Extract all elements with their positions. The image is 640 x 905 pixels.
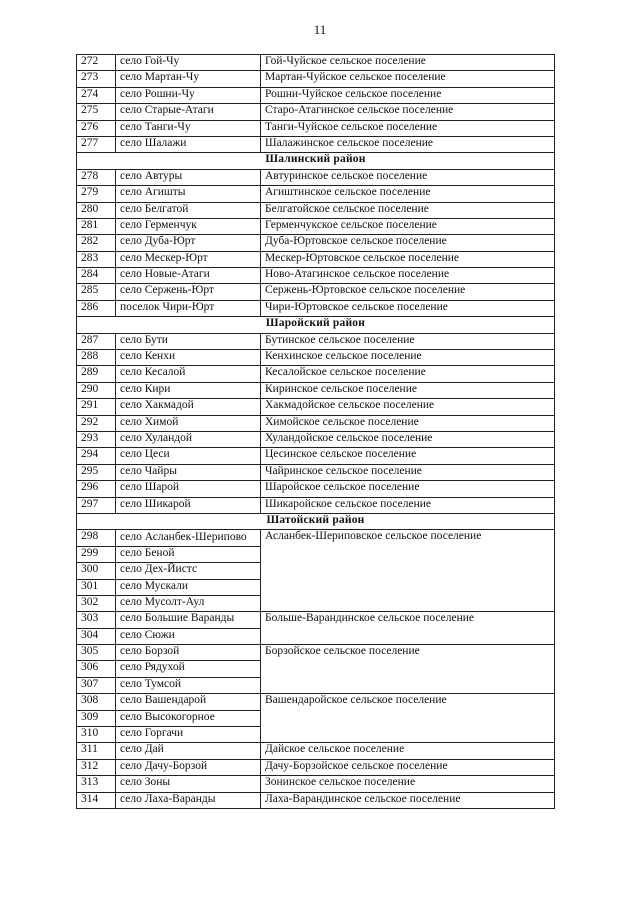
row-number: 280 [77, 202, 116, 218]
settlement-name: село Борзой [116, 645, 261, 661]
row-number: 308 [77, 694, 116, 710]
table-row [77, 431, 555, 447]
table-row [77, 284, 555, 300]
settlement-name: поселок Чири-Юрт [116, 300, 261, 316]
settlement-name: село Герменчук [116, 218, 261, 234]
row-number: 305 [77, 645, 116, 661]
row-number: 279 [77, 186, 116, 202]
table-row [77, 251, 555, 267]
table-row [77, 202, 555, 218]
row-number: 285 [77, 284, 116, 300]
row-number: 313 [77, 776, 116, 792]
municipality-name: Хакмадойское сельское поселение [261, 399, 555, 415]
table-row [77, 612, 555, 628]
row-number: 301 [77, 579, 116, 595]
row-number: 299 [77, 546, 116, 562]
settlement-name: село Горгачи [116, 727, 261, 743]
district-header-row [77, 317, 555, 333]
row-number: 275 [77, 104, 116, 120]
table-row [77, 399, 555, 415]
settlement-name: село Автуры [116, 169, 261, 185]
settlements-table [76, 54, 555, 809]
row-number: 276 [77, 120, 116, 136]
page-number: 11 [313, 22, 327, 37]
settlement-name: село Мусолт-Аул [116, 595, 261, 611]
municipality-name: Шалажинское сельское поселение [261, 136, 555, 152]
settlement-name: село Бути [116, 333, 261, 349]
table-row [77, 481, 555, 497]
table-row [77, 694, 555, 710]
row-number: 283 [77, 251, 116, 267]
row-number: 292 [77, 415, 116, 431]
settlement-name: село Шалажи [116, 136, 261, 152]
municipality-name: Бутинское сельское поселение [261, 333, 555, 349]
table-row [77, 448, 555, 464]
table-row [77, 415, 555, 431]
settlement-name: село Кесалой [116, 366, 261, 382]
settlement-name: село Шарой [116, 481, 261, 497]
district-title: Шаройский район [77, 317, 555, 333]
settlement-name: село Кири [116, 382, 261, 398]
table-row [77, 300, 555, 316]
table-row [77, 759, 555, 775]
settlement-name: село Асланбек-Шерипово [116, 530, 261, 546]
district-header-row [77, 513, 555, 529]
row-number: 278 [77, 169, 116, 185]
municipality-name: Кенхинское сельское поселение [261, 350, 555, 366]
municipality-name: Асланбек-Шериповское сельское поселение [261, 530, 555, 612]
row-number: 286 [77, 300, 116, 316]
municipality-name: Сержень-Юртовское сельское поселение [261, 284, 555, 300]
row-number: 307 [77, 677, 116, 693]
municipality-name: Мартан-Чуйское сельское поселение [261, 71, 555, 87]
row-number: 287 [77, 333, 116, 349]
table-row [77, 120, 555, 136]
municipality-name: Белгатойское сельское поселение [261, 202, 555, 218]
table-row [77, 776, 555, 792]
settlement-name: село Мескер-Юрт [116, 251, 261, 267]
municipality-name: Вашендаройское сельское поселение [261, 694, 555, 743]
municipality-name: Старо-Атагинское сельское поселение [261, 104, 555, 120]
municipality-name: Лаха-Варандинское сельское поселение [261, 792, 555, 808]
district-header-row [77, 153, 555, 169]
table-row [77, 218, 555, 234]
settlement-name: село Белгатой [116, 202, 261, 218]
table-row [77, 530, 555, 546]
row-number: 273 [77, 71, 116, 87]
settlement-name: село Рядухой [116, 661, 261, 677]
table-row [77, 497, 555, 513]
settlement-name: село Цеси [116, 448, 261, 464]
settlement-name: село Хакмадой [116, 399, 261, 415]
municipality-name: Агиштинское сельское поселение [261, 186, 555, 202]
row-number: 306 [77, 661, 116, 677]
table-row [77, 55, 555, 71]
settlement-name: село Большие Варанды [116, 612, 261, 628]
row-number: 314 [77, 792, 116, 808]
settlement-name: село Старые-Атаги [116, 104, 261, 120]
table-row [77, 268, 555, 284]
settlement-name: село Танги-Чу [116, 120, 261, 136]
table-row [77, 464, 555, 480]
row-number: 277 [77, 136, 116, 152]
settlement-name: село Лаха-Варанды [116, 792, 261, 808]
row-number: 312 [77, 759, 116, 775]
row-number: 302 [77, 595, 116, 611]
row-number: 281 [77, 218, 116, 234]
table-row [77, 333, 555, 349]
table-row [77, 169, 555, 185]
municipality-name: Автуринское сельское поселение [261, 169, 555, 185]
row-number: 300 [77, 563, 116, 579]
municipality-name: Мескер-Юртовское сельское поселение [261, 251, 555, 267]
row-number: 272 [77, 55, 116, 71]
settlement-name: село Чайры [116, 464, 261, 480]
table-row [77, 645, 555, 661]
settlement-name: село Хуландой [116, 431, 261, 447]
settlement-name: село Мускали [116, 579, 261, 595]
settlement-name: село Шикарой [116, 497, 261, 513]
row-number: 290 [77, 382, 116, 398]
row-number: 303 [77, 612, 116, 628]
municipality-name: Кесалойское сельское поселение [261, 366, 555, 382]
settlement-name: село Химой [116, 415, 261, 431]
row-number: 311 [77, 743, 116, 759]
settlement-name: село Гой-Чу [116, 55, 261, 71]
row-number: 295 [77, 464, 116, 480]
row-number: 284 [77, 268, 116, 284]
municipality-name: Гой-Чуйское сельское поселение [261, 55, 555, 71]
settlement-name: село Вашендарой [116, 694, 261, 710]
settlement-name: село Дуба-Юрт [116, 235, 261, 251]
table-row [77, 743, 555, 759]
municipality-name: Больше-Варандинское сельское поселение [261, 612, 555, 645]
settlement-name: село Агишты [116, 186, 261, 202]
row-number: 296 [77, 481, 116, 497]
table-row [77, 235, 555, 251]
settlement-name: село Беной [116, 546, 261, 562]
municipality-name: Дайское сельское поселение [261, 743, 555, 759]
table-row [77, 366, 555, 382]
district-title: Шалинский район [77, 153, 555, 169]
table-row [77, 382, 555, 398]
table-row [77, 87, 555, 103]
municipality-name: Дачу-Борзойское сельское поселение [261, 759, 555, 775]
row-number: 274 [77, 87, 116, 103]
row-number: 288 [77, 350, 116, 366]
row-number: 294 [77, 448, 116, 464]
settlement-name: село Сержень-Юрт [116, 284, 261, 300]
municipality-name: Хуландойское сельское поселение [261, 431, 555, 447]
row-number: 309 [77, 710, 116, 726]
settlement-name: село Дай [116, 743, 261, 759]
settlement-name: село Кенхи [116, 350, 261, 366]
municipality-name: Дуба-Юртовское сельское поселение [261, 235, 555, 251]
municipality-name: Шаройское сельское поселение [261, 481, 555, 497]
settlement-name: село Дех-Йистс [116, 563, 261, 579]
table-row [77, 350, 555, 366]
settlement-name: село Зоны [116, 776, 261, 792]
row-number: 304 [77, 628, 116, 644]
municipality-name: Чайринское сельское поселение [261, 464, 555, 480]
table-row [77, 186, 555, 202]
settlement-name: село Рошни-Чу [116, 87, 261, 103]
settlement-name: село Тумсой [116, 677, 261, 693]
row-number: 289 [77, 366, 116, 382]
municipality-name: Танги-Чуйское сельское поселение [261, 120, 555, 136]
table-row [77, 104, 555, 120]
row-number: 298 [77, 530, 116, 546]
municipality-name: Зонинское сельское поселение [261, 776, 555, 792]
municipality-name: Киринское сельское поселение [261, 382, 555, 398]
settlement-name: село Мартан-Чу [116, 71, 261, 87]
table-row [77, 792, 555, 808]
row-number: 297 [77, 497, 116, 513]
settlement-name: село Высокогорное [116, 710, 261, 726]
settlement-name: село Новые-Атаги [116, 268, 261, 284]
district-title: Шатойский район [77, 513, 555, 529]
municipality-name: Цесинское сельское поселение [261, 448, 555, 464]
municipality-name: Химойское сельское поселение [261, 415, 555, 431]
table-row [77, 136, 555, 152]
municipality-name: Ново-Атагинское сельское поселение [261, 268, 555, 284]
row-number: 282 [77, 235, 116, 251]
table-row [77, 71, 555, 87]
row-number: 291 [77, 399, 116, 415]
settlement-name: село Дачу-Борзой [116, 759, 261, 775]
settlement-name: село Сюжи [116, 628, 261, 644]
municipality-name: Борзойское сельское поселение [261, 645, 555, 694]
row-number: 310 [77, 727, 116, 743]
municipality-name: Герменчукское сельское поселение [261, 218, 555, 234]
row-number: 293 [77, 431, 116, 447]
municipality-name: Рошни-Чуйское сельское поселение [261, 87, 555, 103]
municipality-name: Чири-Юртовское сельское поселение [261, 300, 555, 316]
municipality-name: Шикаройское сельское поселение [261, 497, 555, 513]
